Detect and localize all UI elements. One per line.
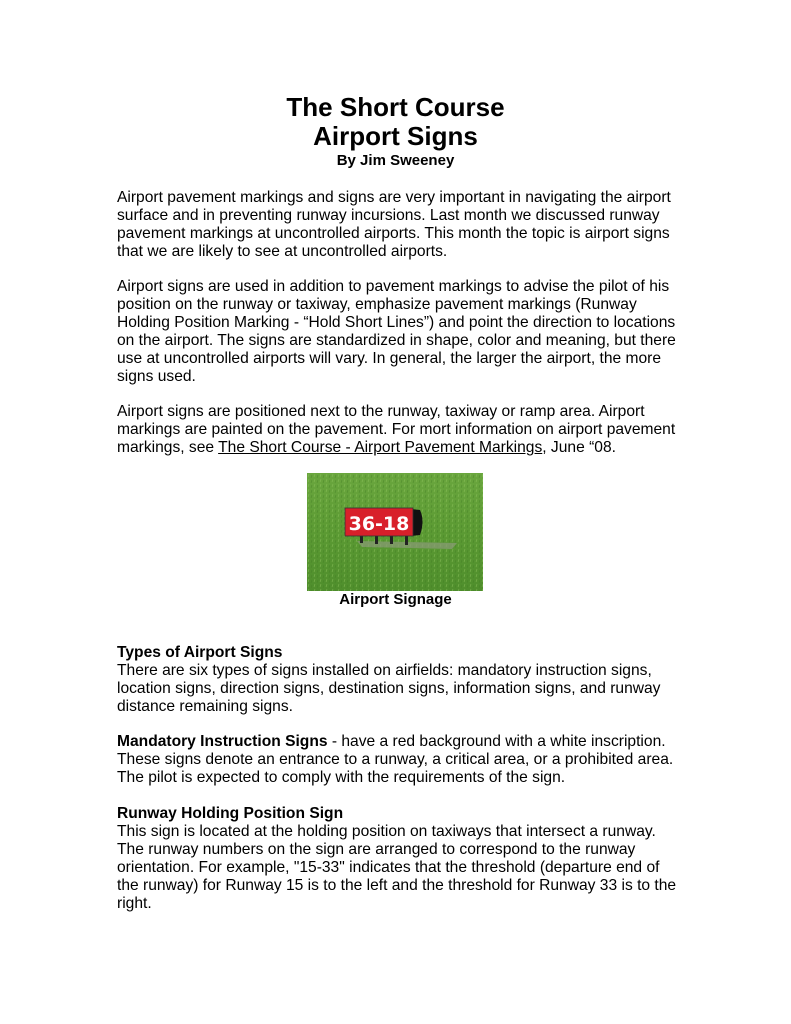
text-line: on the airport. The signs are standardized in shape, color and meaning, but there [117,332,676,349]
text-line: This sign is located at the holding position on taxiways that intersect a runway. [117,823,656,840]
text-line: that we are likely to see at uncontrolled airports. [117,243,448,260]
airport-sign-photo [307,473,483,591]
pavement-markings-link[interactable]: The Short Course - Airport Pavement Markings [218,439,543,456]
document-subtitle: Airport Signs [313,121,478,151]
section-heading: Types of Airport Signs [117,644,283,661]
mandatory-section [117,733,697,787]
text-line: orientation. For example, "15-33" indicates that the threshold (departure end of [117,859,660,876]
text-line: The runway numbers on the sign are arranged to correspond to the runway [117,841,636,858]
text-line: position on the runway or taxiway, emphasize pavement markings (Runway [117,296,637,313]
text-line: Holding Position Marking - “Hold Short Lines”) and point the direction to locations [117,314,676,331]
text-line: use at uncontrolled airports will vary. In general, the larger the airport, the more [117,350,662,367]
holding-section [117,805,697,913]
text-line: There are six types of signs installed on airfields: mandatory instruction signs, [117,662,652,679]
text-line: Airport signs are positioned next to the runway, taxiway or ramp area. Airport [117,403,645,420]
text-fragment: , June “08. [542,439,616,456]
text-line: location signs, direction signs, destination signs, information signs, and runway [117,680,661,697]
text-line: the runway) for Runway 15 is to the left and the threshold for Runway 33 is to the [117,877,677,894]
text-line: These signs denote an entrance to a runway, a critical area, or a prohibited area. [117,751,674,768]
text-line: pavement markings at uncontrolled airports. This month the topic is airport signs [117,225,670,242]
inline-heading: Mandatory Instruction Signs [117,733,328,750]
section-heading: Runway Holding Position Sign [117,805,344,822]
text-line: The pilot is expected to comply with the requirements of the sign. [117,769,566,786]
text-line: markings are painted on the pavement. For mort information on airport pavement [117,421,676,438]
text-line: surface and in preventing runway incursions. Last month we discussed runway [117,207,660,224]
types-section [117,644,697,716]
usage-paragraph [117,278,697,386]
text-line: distance remaining signs. [117,698,293,715]
position-paragraph [117,403,697,457]
text-line: Airport pavement markings and signs are very important in navigating the airport [117,189,671,206]
text-fragment: markings, see [117,439,219,456]
byline: By Jim Sweeney [336,152,455,169]
text-line: Airport signs are used in addition to pavement markings to advise the pilot of his [117,278,670,295]
text-line [117,439,697,457]
intro-paragraph [117,189,697,261]
text-line: signs used. [117,368,196,385]
sign-text: 36-18 [348,513,410,535]
text-line: right. [117,895,152,912]
figure-caption: Airport Signage [339,591,452,608]
text-line [117,733,697,751]
text-fragment: - have a red background with a white inscription. [327,733,666,750]
document-title: The Short Course [286,92,505,122]
